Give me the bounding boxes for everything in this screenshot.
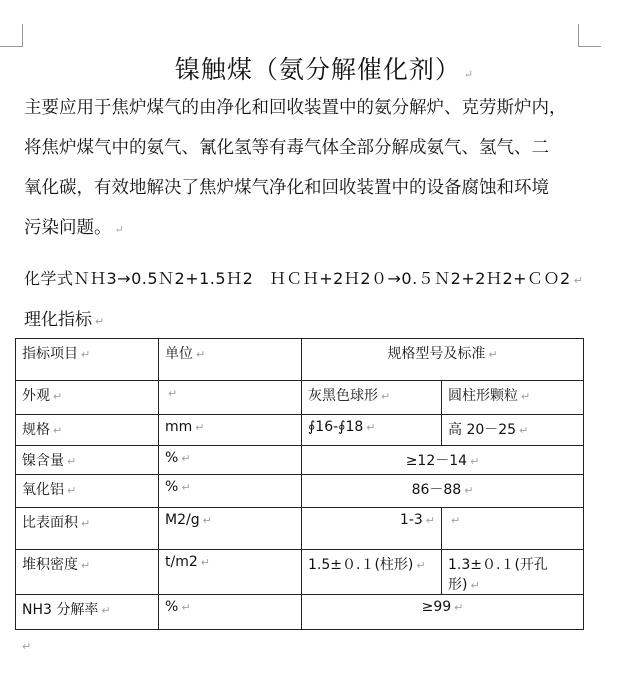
title-text: 镍触煤（氨分解催化剂） bbox=[174, 55, 461, 84]
table-cell[interactable]: 规格 ↵ bbox=[16, 415, 159, 446]
table-header-row bbox=[16, 339, 584, 381]
body-line: 将焦炉煤气中的氨气、氰化氢等有毒气体全部分解成氨气、氢气、二 bbox=[24, 138, 549, 158]
table-cell[interactable]: 圆柱形颗粒 ↵ bbox=[442, 381, 584, 415]
paragraph-mark-icon: ↵ bbox=[573, 274, 584, 287]
table-row bbox=[16, 446, 584, 475]
table-cell[interactable]: 堆积密度 ↵ bbox=[16, 550, 159, 595]
table-cell[interactable]: 1.3±０.１(开孔形) ↵ bbox=[442, 550, 584, 595]
table-cell[interactable]: 镍含量 ↵ bbox=[16, 446, 159, 475]
table-cell[interactable]: ≥12－14 ↵ bbox=[302, 446, 584, 475]
table-cell[interactable]: % ↵ bbox=[159, 595, 302, 630]
table-cell[interactable]: % ↵ bbox=[159, 446, 302, 475]
table-cell[interactable]: ↵ bbox=[442, 508, 584, 550]
body-line: 污染问题。 ↵ bbox=[24, 218, 124, 238]
table-cell[interactable]: 比表面积 ↵ bbox=[16, 508, 159, 550]
table-cell[interactable]: 1.5±０.１(柱形) ↵ bbox=[302, 550, 442, 595]
table-row bbox=[16, 415, 584, 446]
paragraph-mark-icon: ↵ bbox=[22, 640, 32, 653]
paragraph-mark-icon: ↵ bbox=[463, 68, 475, 81]
table-cell[interactable]: 规格型号及标准 ↵ bbox=[302, 339, 584, 381]
table-cell[interactable]: 86－88 ↵ bbox=[302, 475, 584, 508]
table-cell[interactable]: NH3 分解率 ↵ bbox=[16, 595, 159, 630]
table-row bbox=[16, 475, 584, 508]
table-cell[interactable]: 灰黑色球形 ↵ bbox=[302, 381, 442, 415]
table-row bbox=[16, 508, 584, 550]
document-title[interactable] bbox=[0, 50, 639, 86]
chemical-formula[interactable]: 化学式ＮＨ3→0.5Ｎ2+1.5Ｈ2 ＨＣＨ+2Ｈ2０→0.５Ｎ2+2Ｈ2+ＣＯ2 ↵ bbox=[24, 269, 584, 288]
table-row bbox=[16, 595, 584, 630]
specs-table bbox=[15, 338, 584, 630]
table-cell[interactable]: 外观 ↵ bbox=[16, 381, 159, 415]
table-cell[interactable]: 指标项目 ↵ bbox=[16, 339, 159, 381]
body-paragraph[interactable] bbox=[24, 88, 589, 250]
table-cell[interactable]: % ↵ bbox=[159, 475, 302, 508]
table-cell[interactable]: ↵ bbox=[159, 381, 302, 415]
table-cell[interactable]: 高 20－25 ↵ bbox=[442, 415, 584, 446]
table-row bbox=[16, 550, 584, 595]
table-cell[interactable]: 氧化铝 ↵ bbox=[16, 475, 159, 508]
table-cell[interactable]: ∮16-∮18 ↵ bbox=[302, 415, 442, 446]
table-cell[interactable]: 1-3 ↵ bbox=[302, 508, 442, 550]
table-cell[interactable]: t/m2 ↵ bbox=[159, 550, 302, 595]
table-row bbox=[16, 381, 584, 415]
table-cell[interactable]: M2/g ↵ bbox=[159, 508, 302, 550]
section-subheading[interactable]: 理化指标 ↵ bbox=[24, 310, 105, 330]
page-corner-mark-top-left bbox=[0, 24, 23, 47]
table-cell[interactable]: ≥99 ↵ bbox=[302, 595, 584, 630]
table-cell[interactable]: mm ↵ bbox=[159, 415, 302, 446]
paragraph-mark-icon: ↵ bbox=[114, 223, 124, 236]
body-line: 主要应用于焦炉煤气的由净化和回收装置中的氨分解炉、克劳斯炉内， bbox=[24, 98, 567, 118]
paragraph-mark-icon: ↵ bbox=[95, 315, 105, 328]
page-corner-mark-top-right bbox=[578, 24, 601, 47]
body-line: 氧化碳，有效地解决了焦炉煤气净化和回收装置中的设备腐蚀和环境 bbox=[24, 178, 549, 198]
table-cell[interactable]: 单位 ↵ bbox=[159, 339, 302, 381]
